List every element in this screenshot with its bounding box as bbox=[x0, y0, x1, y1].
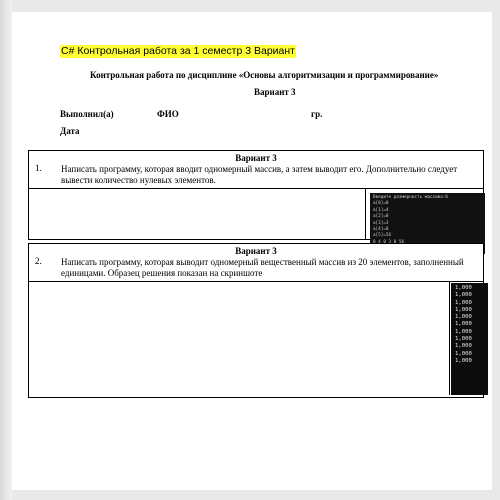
console-line: 1,000 bbox=[455, 306, 472, 313]
task-1-body bbox=[29, 189, 483, 240]
console-line: a[4]=0 bbox=[373, 227, 389, 233]
console-line: 1,000 bbox=[455, 343, 472, 350]
task-1-header bbox=[29, 151, 483, 189]
performed-by-label: Выполнил(а) bbox=[60, 109, 114, 119]
task-1-table bbox=[28, 150, 484, 240]
page-shadow bbox=[0, 0, 12, 500]
task-2-variant: Вариант 3 bbox=[235, 246, 277, 256]
task-2-cell-divider bbox=[449, 282, 450, 395]
task-2-body bbox=[29, 282, 483, 395]
console-line: 1,000 bbox=[455, 336, 472, 343]
console-line: a[0]=0 bbox=[373, 201, 389, 207]
console-line: 1,000 bbox=[455, 350, 472, 357]
task-2-header bbox=[29, 244, 483, 282]
console-line: 1,000 bbox=[455, 285, 472, 291]
console-line: 1,000 bbox=[455, 321, 472, 328]
task-1-variant: Вариант 3 bbox=[235, 153, 277, 163]
console-line: 1,000 bbox=[455, 314, 472, 321]
task-1-cell-divider bbox=[365, 189, 366, 240]
console-line: Введите размерность массива:6 bbox=[373, 195, 449, 200]
console-line: 1,000 bbox=[455, 357, 472, 364]
task-2-console-screenshot bbox=[451, 283, 488, 395]
console-line: a[1]=4 bbox=[373, 207, 389, 213]
group-label: гр. bbox=[311, 109, 323, 119]
console-line: a[5]=56 bbox=[373, 233, 392, 239]
console-line: 1,000 bbox=[455, 328, 472, 335]
task-1-number: 1. bbox=[35, 163, 42, 173]
document-title: C# Контрольная работа за 1 семестр 3 Вариант bbox=[61, 45, 295, 57]
variant-heading: Вариант 3 bbox=[254, 87, 296, 97]
task-1-text: Написать программу, которая вводит одномерный массив, а затем выводит его. Дополнительно следует вывести количество нулевых элементов. bbox=[61, 164, 458, 185]
console-line: 1,000 bbox=[455, 299, 472, 306]
date-label: Дата bbox=[60, 126, 80, 136]
discipline-subtitle: Контрольная работа по дисциплине «Основы алгоритмизации и программирование» bbox=[90, 70, 439, 80]
task-2-number: 2. bbox=[35, 256, 42, 266]
console-line: a[3]=3 bbox=[373, 220, 389, 226]
task-2-text: Написать программу, которая выводит одномерный вещественный массив из 20 элементов, заполненный единицами. Образец решения показан на скриншоте bbox=[61, 257, 464, 278]
console-line: 1,000 bbox=[455, 292, 472, 299]
console-line: a[2]=0 bbox=[373, 214, 389, 220]
fio-label: ФИО bbox=[157, 109, 179, 119]
task-2-table bbox=[28, 243, 484, 398]
